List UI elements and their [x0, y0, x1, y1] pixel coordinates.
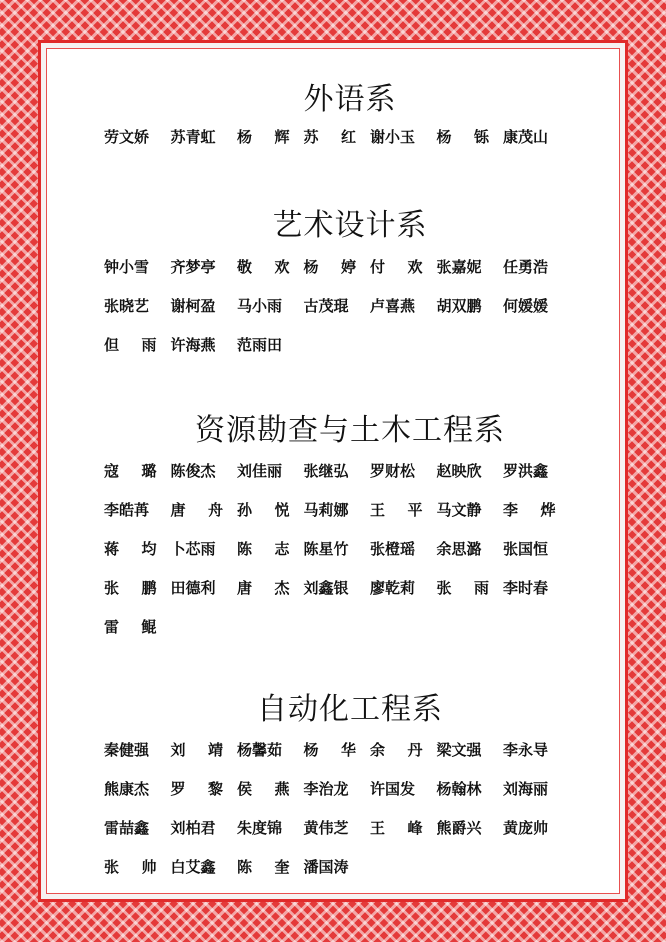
person-name: 陈星竹	[303, 540, 349, 558]
person-name: 苏 红	[303, 128, 356, 146]
person-name: 李时春	[503, 579, 549, 597]
person-name: 余 丹	[370, 741, 423, 759]
person-name: 罗洪鑫	[503, 462, 549, 480]
person-name: 寇 璐	[104, 462, 157, 480]
person-name: 余思潞	[436, 540, 482, 558]
person-name: 潘国涛	[303, 858, 349, 876]
person-name: 马小雨	[237, 297, 283, 315]
person-name: 但 雨	[104, 336, 157, 354]
person-name: 任勇浩	[503, 258, 549, 276]
person-name: 胡双鹏	[436, 297, 482, 315]
person-name: 熊康杰	[104, 780, 150, 798]
person-name: 黄庞帅	[503, 819, 549, 837]
name-list-automation	[104, 739, 574, 879]
person-name: 范雨田	[237, 336, 283, 354]
name-list-art-design	[104, 256, 574, 357]
person-name: 许国发	[370, 780, 416, 798]
person-name: 田德利	[170, 579, 216, 597]
person-name: 卢喜燕	[370, 297, 416, 315]
person-name: 齐梦亭	[170, 258, 216, 276]
person-name: 谢小玉	[370, 128, 416, 146]
person-name: 张 雨	[436, 579, 489, 597]
person-name: 杨馨茹	[237, 741, 283, 759]
section-title-automation: 自动化工程系	[257, 692, 443, 727]
section-title-resource-civil: 资源勘查与土木工程系	[195, 413, 505, 448]
person-name: 张橙瑶	[370, 540, 416, 558]
person-name: 雷喆鑫	[104, 819, 150, 837]
person-name: 杨 铄	[436, 128, 489, 146]
person-name: 杨 辉	[237, 128, 290, 146]
section-title-art-design: 艺术设计系	[272, 208, 428, 243]
person-name: 陈 志	[237, 540, 290, 558]
person-name: 敬 欢	[237, 258, 290, 276]
person-name: 梁文强	[436, 741, 482, 759]
person-name: 熊爵兴	[436, 819, 482, 837]
person-name: 刘佳丽	[237, 462, 283, 480]
person-name: 张 帅	[104, 858, 157, 876]
person-name: 张 鹏	[104, 579, 157, 597]
person-name: 卜芯雨	[170, 540, 216, 558]
person-name: 侯 燕	[237, 780, 290, 798]
person-name: 刘鑫银	[303, 579, 349, 597]
person-name: 康茂山	[503, 128, 549, 146]
person-name: 张继弘	[303, 462, 349, 480]
person-name: 唐 舟	[170, 501, 223, 519]
person-name: 唐 杰	[237, 579, 290, 597]
person-name: 张嘉妮	[436, 258, 482, 276]
person-name: 杨 婷	[303, 258, 356, 276]
person-name: 朱度锦	[237, 819, 283, 837]
section-title-foreign-languages: 外语系	[303, 82, 397, 117]
person-name: 蒋 均	[104, 540, 157, 558]
person-name: 廖乾莉	[370, 579, 416, 597]
person-name: 张国恒	[503, 540, 549, 558]
person-name: 刘 靖	[170, 741, 223, 759]
person-name: 李永导	[503, 741, 549, 759]
name-list-foreign-languages	[104, 126, 574, 149]
person-name: 劳文娇	[104, 128, 150, 146]
person-name: 陈俊杰	[170, 462, 216, 480]
person-name: 雷 鲲	[104, 618, 157, 636]
person-name: 李皓苒	[104, 501, 150, 519]
person-name: 付 欢	[370, 258, 423, 276]
person-name: 王 平	[370, 501, 423, 519]
person-name: 马莉娜	[303, 501, 349, 519]
person-name: 李 烨	[503, 501, 556, 519]
person-name: 许海燕	[170, 336, 216, 354]
person-name: 张晓艺	[104, 297, 150, 315]
person-name: 何媛媛	[503, 297, 549, 315]
person-name: 罗 黎	[170, 780, 223, 798]
person-name: 苏青虹	[170, 128, 216, 146]
person-name: 李治龙	[303, 780, 349, 798]
person-name: 钟小雪	[104, 258, 150, 276]
person-name: 刘柏君	[170, 819, 216, 837]
person-name: 马文静	[436, 501, 482, 519]
person-name: 罗财松	[370, 462, 416, 480]
person-name: 王 峰	[370, 819, 423, 837]
person-name: 谢柯盈	[170, 297, 216, 315]
person-name: 白艾鑫	[170, 858, 216, 876]
person-name: 秦健强	[104, 741, 150, 759]
person-name: 古茂琨	[303, 297, 349, 315]
person-name: 杨 华	[303, 741, 356, 759]
person-name: 孙 悦	[237, 501, 290, 519]
name-list-resource-civil	[104, 460, 574, 639]
person-name: 黄伟芝	[303, 819, 349, 837]
person-name: 刘海丽	[503, 780, 549, 798]
person-name: 杨翰林	[436, 780, 482, 798]
person-name: 陈 奎	[237, 858, 290, 876]
person-name: 赵映欣	[436, 462, 482, 480]
